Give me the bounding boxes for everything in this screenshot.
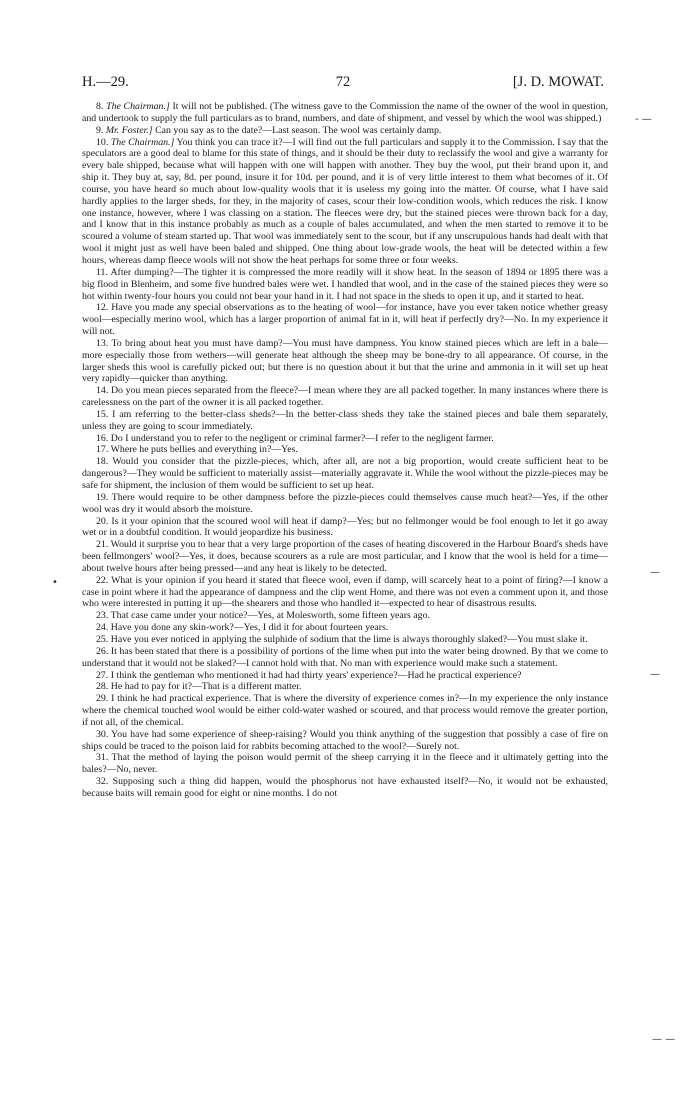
paragraph-text: After dumping?—The tighter it is compressed the more readily will it show heat. In the season of 1894 or 1895 there was a big flood in Blenheim, and some five hundred bales were wet. I handled that wool, and in the case of the stained pieces they were so hot within twenty-four hours you could not bear your hand in it. I had not space in the sheds to open it up, and it started to heat. (82, 266, 608, 302)
testimony-paragraph (82, 137, 608, 267)
testimony-paragraph (82, 101, 608, 125)
question-number: 25. (96, 633, 109, 645)
testimony-paragraph (82, 492, 608, 516)
testimony-paragraph (82, 516, 608, 540)
margin-mark: — — (652, 1034, 676, 1045)
testimony-paragraph (82, 634, 608, 646)
paragraph-text: Have you ever noticed in applying the sulphide of sodium that the lime is always thoroughly slaked?—You must slake it. (110, 633, 588, 645)
testimony-paragraph (82, 125, 608, 137)
speaker-label: The Chairman.] (106, 101, 170, 112)
testimony-paragraph (82, 752, 608, 776)
paragraph-text: Do I understand you to refer to the negligent or criminal farmer?—I refer to the negligent farmer. (110, 432, 494, 444)
testimony-paragraph (82, 693, 608, 729)
paragraph-text: Can you say as to the date?—Last season. The wool was certainly damp. (152, 124, 442, 136)
question-number: 20. (96, 515, 109, 527)
paragraph-text: I think the gentleman who mentioned it had had thirty years' experience?—Had he practical experience? (110, 669, 522, 681)
question-number: 13. (96, 337, 109, 349)
question-number: 22. (96, 574, 109, 586)
paragraph-text: There would require to be other dampness before the pizzle-pieces could themselves cause much heat?—Yes, if the other wool was dry it would absorb the moisture. (82, 491, 608, 515)
testimony-paragraph (82, 729, 608, 753)
testimony-paragraph (82, 670, 608, 682)
testimony-paragraph (82, 385, 608, 409)
testimony-paragraph (82, 646, 608, 670)
paragraph-text: That case came under your notice?—Yes, at Molesworth, some fifteen years ago. (110, 610, 430, 622)
testimony-paragraph (82, 622, 608, 634)
question-number: 23. (96, 610, 109, 622)
witness-name: [J. D. MOWAT. (512, 74, 604, 90)
question-number: 10. (96, 136, 109, 148)
testimony-paragraph (82, 610, 608, 622)
testimony-paragraph (82, 302, 608, 338)
testimony-paragraph (82, 338, 608, 385)
paragraph-text: I am referring to the better-class sheds?—In the better-class sheds they take the stained pieces and bale them separately, unless they are going to scour immediately. (82, 408, 608, 432)
paragraph-text: You have had some experience of sheep-raising? Would you think anything of the suggestion that possibly a case of fire on ships could be traced to the poison laid for rabbits becoming attached to the wool?—Surely not. (82, 728, 608, 752)
question-number: 16. (96, 432, 109, 444)
question-number: 12. (96, 302, 109, 314)
question-number: 17. (96, 444, 109, 456)
paragraph-text: Would you consider that the pizzle-pieces, which, after all, are not a big proportion, would create sufficient heat to be dangerous?—They would be sufficient to materially assist—materially aggravate it. While the wool without the pizzle-pieces may be safe for shipment, the inclusion of them would be sufficient to set up heat. (82, 456, 608, 491)
question-number: 27. (96, 669, 109, 681)
paragraph-text: Would it surprise you to hear that a very large proportion of the cases of heating discovered in the Harbour Board's sheds have been fellmongers' wool?—Yes, it does, because scourers as a rule are most particular, and I know that the wool is held for a time—about twelve hours after being pressed—and any heat is likely to be detected. (82, 539, 608, 574)
testimony-paragraph (82, 444, 608, 456)
question-number: 29. (96, 693, 109, 705)
question-number: 32. (96, 776, 109, 788)
question-number: 15. (96, 408, 109, 420)
speaker-label: Mr. Foster.] (105, 124, 153, 136)
question-number: 24. (96, 622, 109, 634)
testimony-paragraph (82, 267, 608, 303)
testimony-paragraph (82, 681, 608, 693)
question-number: 26. (96, 645, 109, 657)
question-number: 14. (96, 385, 109, 397)
paragraph-text: Do you mean pieces separated from the fleece?—I mean where they are all packed together. In many instances where there is carelessness on the part of the owner it is all packed together. (82, 385, 608, 409)
speaker-label: The Chairman.] (110, 136, 175, 148)
testimony-paragraph (82, 575, 608, 611)
question-number: 21. (96, 539, 109, 551)
running-header (82, 74, 604, 92)
paragraph-text: Supposing such a thing did happen, would the phosphorus not have exhausted itself?—No, it would not be exhausted, because baits will remain good for eight or nine months. I do not (82, 776, 608, 799)
paragraph-text: He had to pay for it?—That is a different matter. (110, 681, 302, 693)
question-number: 31. (96, 752, 109, 764)
testimony-paragraph (82, 456, 608, 492)
paragraph-text: I think he had practical experience. That is where the diversity of experience comes in?—In my experience the only instance where the chemical touched wool would be either cold-water washed or scoured, and that process would remove the greater portion, if not all, of the chemical. (82, 693, 608, 728)
question-number: 28. (96, 681, 109, 693)
question-number: 8. (96, 101, 104, 112)
question-number: 18. (96, 456, 109, 468)
page-number: 72 (335, 74, 351, 90)
paragraph-text: Where he puts bellies and everything in?—Yes. (110, 444, 298, 456)
margin-mark: — (650, 669, 660, 680)
testimony-body (82, 101, 608, 800)
testimony-paragraph (82, 433, 608, 445)
testimony-paragraph (82, 539, 608, 575)
paragraph-text: It will not be published. (The witness gave to the Commission the name of the owner of the wool in question, and undertook to supply the full particulars as to brand, numbers, and date of shipment, and vessel by which the wool was shipped.) (82, 101, 609, 124)
paragraph-text: Is it your opinion that the scoured wool will heat if damp?—Yes; but no fellmonger would be fool enough to let it go away wet or in a doubtful condition. It would jeopardize his business. (82, 515, 608, 539)
question-number: 30. (96, 728, 109, 740)
margin-mark: - — (635, 114, 652, 125)
testimony-paragraph (82, 776, 608, 800)
margin-mark: — (650, 567, 660, 578)
paragraph-text: Have you done any skin-work?—Yes, I did it for about fourteen years. (110, 622, 389, 634)
question-number: 19. (96, 491, 109, 503)
testimony-paragraph (82, 409, 608, 433)
paragraph-text: That the method of laying the poison would permit of the sheep carrying it in the fleece and it ultimately getting into the bales?—No, never. (82, 752, 608, 776)
question-number: 11. (96, 266, 108, 278)
paragraph-text: What is your opinion if you heard it stated that fleece wool, even if damp, will scarcely heat to a point of firing?—I know a case in point where it had the appearance of dampness and the clip went Home, and there was not even a comment upon it, and those who were interested in putting it up—the shearers and those who handled it—expected to hear of disastrous results. (82, 574, 608, 610)
question-number: 9. (96, 124, 104, 136)
paragraph-text: You think you can trace it?—I will find out the full particulars and supply it to the Commission. I say that the speculators are a good deal to blame for this state of things, and it should be their duty to reclassify the wool and give a warranty for every bale shipped, because what will happen with one will happen with another. They buy the wool, put their brand upon it, and ship it. They buy at, say, 8d. per pound, insure it for 10d. per pound, and it is of very little interest to them what becomes of it. Of course, you have heard so much about low-quality wools that it is useless my going into the matter. Of course, what I have said hardly applies to the larger sheds, for they, in the majority of cases, scour their low-condition wools, which reduces the risk. I know one instance, however, where I was classing on a station. The fleeces were dry, but the stained pieces were thrown back for a day, and I know that in this instance probably as much as a couple of bales accumulated, and when the men started to remove it to be scoured a volume of steam started up. That wool was immediately sent to the scour, but if any unscrupulous hands had dealt with that wool it might just as well have been baled and shipped. One thing about low-grade wools, the heat will be detected within a few hours, whereas damp fleece wools will not show the heat perhaps for some three or four weeks. (82, 136, 608, 266)
paragraph-text: Have you made any special observations as to the heating of wool—for instance, have you ever taken notice whether greasy wool—especially merino wool, which has a larger proportion of animal fat in it, will heat if perfectly dry?—No. In my experience it will not. (82, 302, 608, 338)
margin-dot: • (52, 577, 58, 588)
document-reference: H.—29. (82, 74, 129, 90)
paragraph-text: To bring about heat you must have damp?—You must have dampness. You know stained pieces which are left in a bale—more especially those from wethers—will generate heat although the sheep may be bone-dry to all appearance. Of course, in the larger sheds this wool is carefully picked out; but there is no question about it but that the urine and ammonia in it will set up heat very rapidly—quicker than anything. (82, 337, 608, 385)
paragraph-text: It has been stated that there is a possibility of portions of the lime when put into the water being drowned. By that we come to understand that it would not be slaked?—I cannot hold with that. No man with experience would make such a statement. (82, 645, 609, 669)
